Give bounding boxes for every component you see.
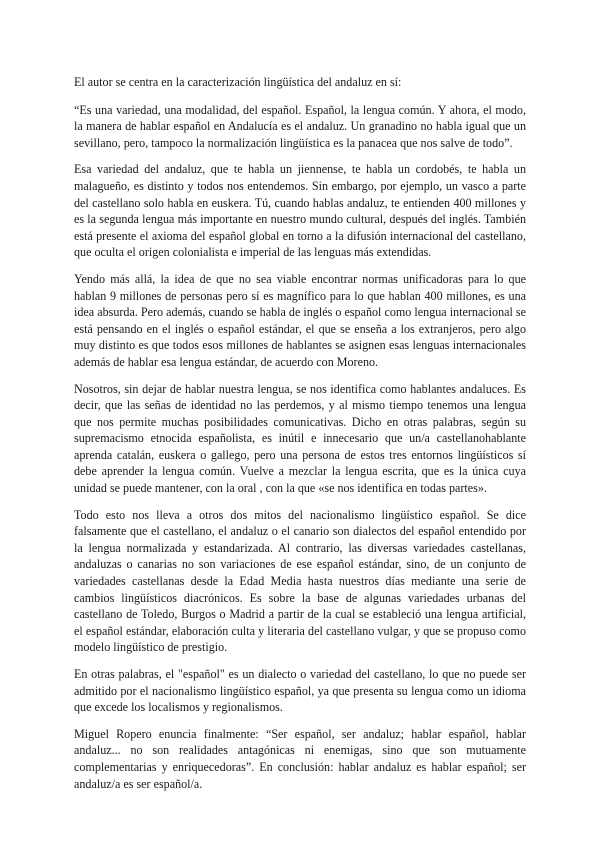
paragraph-variety: Esa variedad del andaluz, que te habla un jiennense, te habla un cordobés, te habla un malagueño, es distinto y todos nos entendemos. Sin embargo, por ejemplo, un vasco a parte del castellano solo habla en euskera. Tú, cuando hablas andaluz, te entienden 400 millones y es la segunda lengua más importante en nuestro mundo cultural, después del inglés. También está presente el axioma del español global en torno a la difusión internacional del castellano, que oculta el origen colonialista e imperial de las lenguas más extendidas.	[74, 162, 526, 260]
paragraph-intro: El autor se centra en la caracterización lingüística del andaluz en sí:	[74, 75, 402, 89]
paragraph-identity: Nosotros, sin dejar de hablar nuestra lengua, se nos identifica como hablantes andaluces. Es decir, que las señas de identidad no las perdemos, y al mismo tiempo tenemos una lengua que nos permite muchas posibilidades comunicativas. Dicho en otras palabras, según su supremacismo etnocida españolista, es inútil e innecesario que un/a castellanohablante aprenda catalán, euskera o gallego, pero una persona de estos tres entornos lingüísticos sí debe aprender la lengua común. Vuelve a mezclar la lengua escrita, que es la única cuya unidad se puede mantener, con la oral , con la que «se nos identifica en todas partes».	[74, 381, 526, 496]
paragraph-conclusion: Miguel Ropero enuncia finalmente: “Ser español, ser andaluz; hablar español, hablar andaluz... no son realidades antagónicas ni enemigas, sino que son mutuamente complementarias y enriquecedoras”. En conclusión: hablar andaluz es hablar español; ser andaluz/a es ser español/a.	[74, 726, 526, 791]
paragraph-beyond: Yendo más allá, la idea de que no sea viable encontrar normas unificadoras para lo que hablan 9 millones de personas pero sí es magnífico para lo que hablan 400 millones, es una idea absurda. Pero además, cuando se habla de inglés o español como lengua internacional se está pensando en el inglés o español estándar, el que se enseña a los extranjeros, pero algo muy distinto es que todos esos millones de hablantes se asignen esas lenguas internacionales además de hablar esa lengua estándar, de acuerdo con Moreno.	[74, 271, 526, 369]
paragraph-dialect: En otras palabras, el "español" es un dialecto o variedad del castellano, lo que no puede ser admitido por el nacionalismo lingüístico español, ya que presenta su lengua como un idioma que excede los localismos y regionalismos.	[74, 667, 526, 715]
paragraph-quote: “Es una variedad, una modalidad, del español. Español, la lengua común. Y ahora, el modo, la manera de hablar español en Andalucía es el andaluz. Un granadino no habla igual que un sevillano, pero, tampoco la normalización lingüística es la panacea que nos salve de todo”.	[74, 102, 526, 150]
paragraph-myths: Todo esto nos lleva a otros dos mitos del nacionalismo lingüístico español. Se dice falsamente que el castellano, el andaluz o el canario son dialectos del español entendido por la lengua normalizada y estandarizada. Al contrario, las diversas variedades castellanas, andaluzas o canarias no son variaciones de ese español estándar, sino, de un conjunto de variedades castellanas desde la Edad Media hasta nuestros días mediante una serie de cambios lingüísticos diacrónicos. Es sobre la base de algunas variedades urbanas del castellano de Toledo, Burgos o Madrid a partir de la cual se estableció una lengua artificial, el español estándar, elaboración culta y literaria del castellano vulgar, y que se propuso como modelo lingüístico de prestigio.	[74, 507, 526, 655]
